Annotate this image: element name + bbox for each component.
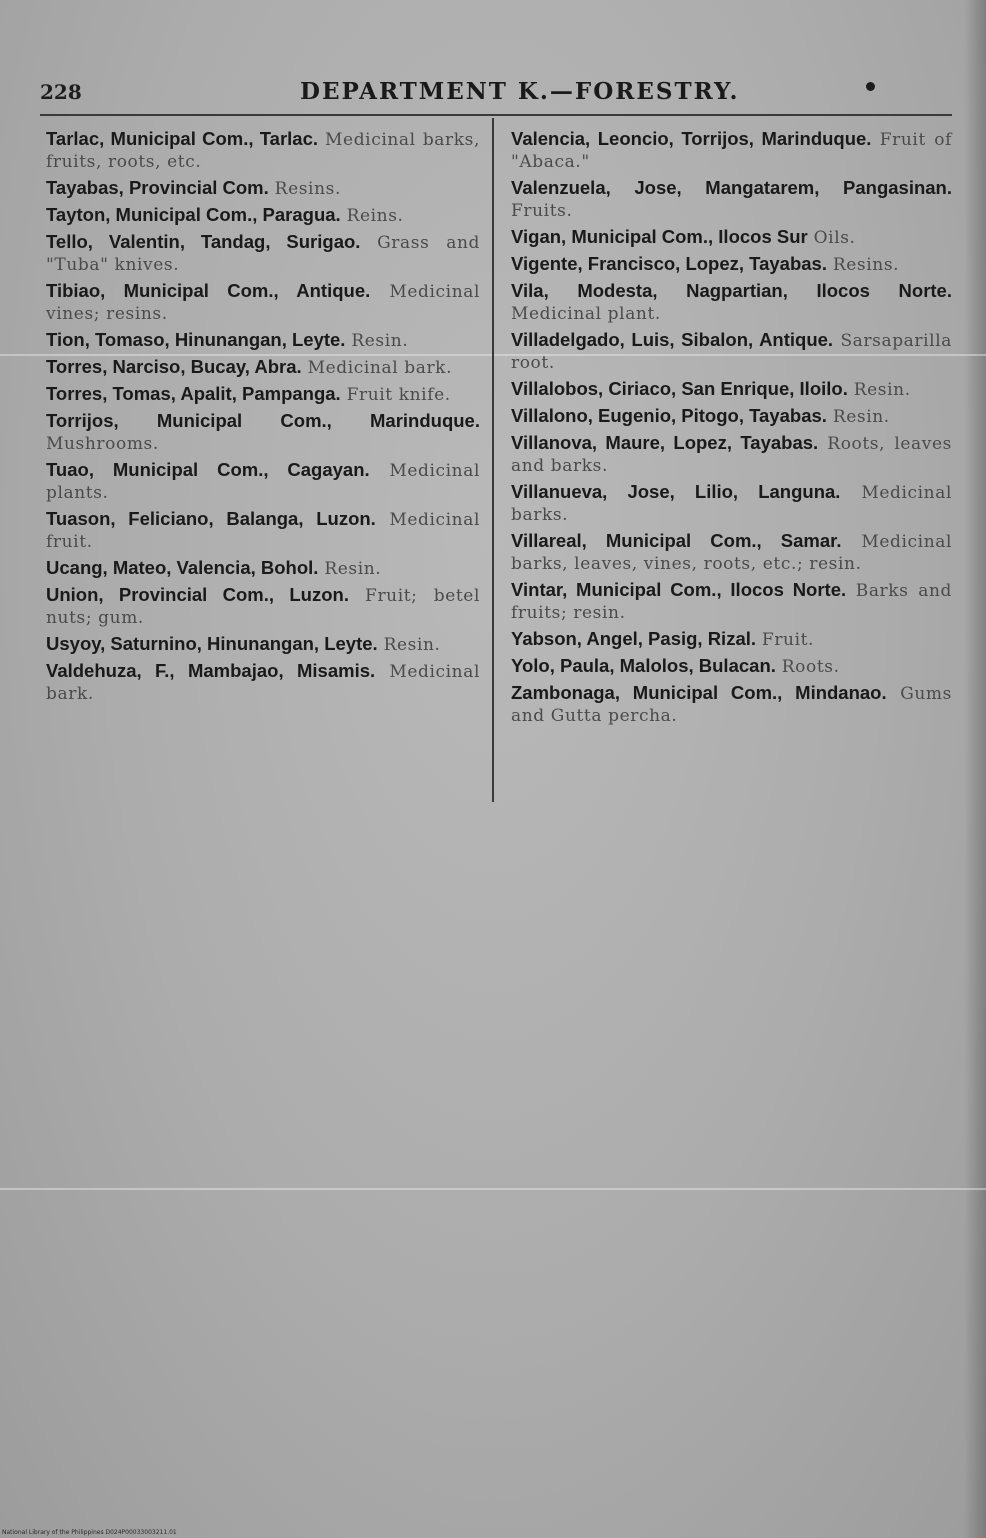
entry-head: Tibiao, Municipal Com., Antique. <box>46 280 371 301</box>
page-number: 228 <box>40 80 82 104</box>
list-entry <box>46 204 480 227</box>
list-entry <box>511 253 952 276</box>
entry-desc: Fruit; betel nuts; gum. <box>46 586 480 628</box>
entry-head: Vigan, Municipal Com., Ilocos Sur <box>511 226 808 247</box>
entry-head: Tello, Valentin, Tandag, Surigao. <box>46 231 361 252</box>
entry-desc: Fruit knife. <box>346 385 451 405</box>
entry-head: Vintar, Municipal Com., Ilocos Norte. <box>511 579 847 600</box>
page-edge-shadow <box>964 0 986 1538</box>
list-entry <box>46 557 480 580</box>
list-entry <box>511 378 952 401</box>
list-entry <box>46 633 480 656</box>
entry-desc: Mushrooms. <box>46 434 159 454</box>
entry-desc: Resins. <box>274 179 341 199</box>
entry-head: Valenzuela, Jose, Mangatarem, Pangasinan. <box>511 177 952 198</box>
list-entry <box>511 530 952 575</box>
entry-desc: Medicinal fruit. <box>46 510 480 552</box>
entry-head: Tion, Tomaso, Hinunangan, Leyte. <box>46 329 346 350</box>
list-entry <box>511 280 952 325</box>
entry-desc: Roots, leaves and barks. <box>511 434 952 476</box>
entry-head: Tuao, Municipal Com., Cagayan. <box>46 459 370 480</box>
column-divider <box>492 118 494 802</box>
list-entry <box>511 682 952 727</box>
entry-desc: Medicinal bark. <box>307 358 453 378</box>
list-entry <box>511 628 952 651</box>
list-entry <box>46 128 480 173</box>
list-entry <box>46 508 480 553</box>
entry-desc: Reins. <box>346 206 404 226</box>
list-entry <box>511 226 952 249</box>
entry-head: Tayton, Municipal Com., Paragua. <box>46 204 341 225</box>
running-head: DEPARTMENT K.—FORESTRY. <box>300 78 740 105</box>
entry-head: Tarlac, Municipal Com., Tarlac. <box>46 128 319 149</box>
list-entry <box>511 329 952 374</box>
entry-head: Tuason, Feliciano, Balanga, Luzon. <box>46 508 376 529</box>
entry-head: Usyoy, Saturnino, Hinunangan, Leyte. <box>46 633 378 654</box>
list-entry <box>46 383 480 406</box>
entry-desc: Barks and fruits; resin. <box>511 581 952 623</box>
entry-desc: Resin. <box>853 380 911 400</box>
entry-desc: Fruit. <box>761 630 815 650</box>
entry-desc: Medicinal plants. <box>46 461 480 503</box>
entry-desc: Resins. <box>832 255 900 275</box>
ink-blot <box>866 82 875 91</box>
entry-desc: Grass and "Tuba" knives. <box>46 233 480 275</box>
list-entry <box>46 356 480 379</box>
entry-desc: Medicinal bark. <box>46 662 480 704</box>
list-entry <box>46 660 480 705</box>
entry-desc: Resin. <box>383 635 441 655</box>
entry-head: Yabson, Angel, Pasig, Rizal. <box>511 628 757 649</box>
entry-head: Villalobos, Ciriaco, San Enrique, Iloilo. <box>511 378 848 399</box>
entry-head: Valdehuza, F., Mambajao, Misamis. <box>46 660 376 681</box>
entry-head: Zambonaga, Municipal Com., Mindanao. <box>511 682 887 703</box>
entry-head: Villanova, Maure, Lopez, Tayabas. <box>511 432 819 453</box>
entry-head: Yolo, Paula, Malolos, Bulacan. <box>511 655 776 676</box>
entry-desc: Resin. <box>324 559 382 579</box>
entry-desc: Gums and Gutta percha. <box>511 684 952 726</box>
entry-head: Ucang, Mateo, Valencia, Bohol. <box>46 557 319 578</box>
list-entry <box>511 405 952 428</box>
entry-head: Valencia, Leoncio, Torrijos, Marinduque. <box>511 128 872 149</box>
entry-head: Villalono, Eugenio, Pitogo, Tayabas. <box>511 405 827 426</box>
list-entry <box>511 655 952 678</box>
list-entry <box>46 177 480 200</box>
list-entry <box>46 280 480 325</box>
list-entry <box>46 459 480 504</box>
entry-desc: Resin. <box>832 407 890 427</box>
list-entry <box>511 481 952 526</box>
entry-desc: Fruit of "Abaca." <box>511 130 952 172</box>
entry-head: Villadelgado, Luis, Sibalon, Antique. <box>511 329 834 350</box>
entry-desc: Medicinal plant. <box>511 304 661 324</box>
list-entry <box>46 410 480 455</box>
entry-desc: Roots. <box>781 657 840 677</box>
scan-artifact-line <box>0 1188 986 1190</box>
left-column <box>46 128 480 709</box>
list-entry <box>46 231 480 276</box>
list-entry <box>511 432 952 477</box>
list-entry <box>511 177 952 222</box>
page-header <box>40 78 952 116</box>
entry-head: Villareal, Municipal Com., Samar. <box>511 530 842 551</box>
entry-desc: Medicinal barks. <box>511 483 952 525</box>
entry-desc: Medicinal barks, fruits, roots, etc. <box>46 130 480 172</box>
entry-desc: Sarsaparilla root. <box>511 331 952 373</box>
entry-desc: Resin. <box>351 331 409 351</box>
entry-head: Vigente, Francisco, Lopez, Tayabas. <box>511 253 827 274</box>
entry-desc: Oils. <box>813 228 856 248</box>
list-entry <box>511 128 952 173</box>
entry-head: Torres, Tomas, Apalit, Pampanga. <box>46 383 341 404</box>
entry-desc: Medicinal vines; resins. <box>46 282 481 324</box>
list-entry <box>511 579 952 624</box>
entry-head: Tayabas, Provincial Com. <box>46 177 269 198</box>
entry-desc: Fruits. <box>511 201 573 221</box>
library-footer-note: National Library of the Philippines D024P00033003211.01 <box>2 1529 177 1536</box>
entry-head: Union, Provincial Com., Luzon. <box>46 584 349 605</box>
entry-head: Villanueva, Jose, Lilio, Languna. <box>511 481 841 502</box>
list-entry <box>46 584 480 629</box>
entry-desc: Medicinal barks, leaves, vines, roots, etc.; resin. <box>511 532 953 574</box>
entry-head: Torrijos, Municipal Com., Marinduque. <box>46 410 480 431</box>
right-column <box>511 128 952 731</box>
list-entry <box>46 329 480 352</box>
entry-head: Vila, Modesta, Nagpartian, Ilocos Norte. <box>511 280 952 301</box>
entry-head: Torres, Narciso, Bucay, Abra. <box>46 356 302 377</box>
